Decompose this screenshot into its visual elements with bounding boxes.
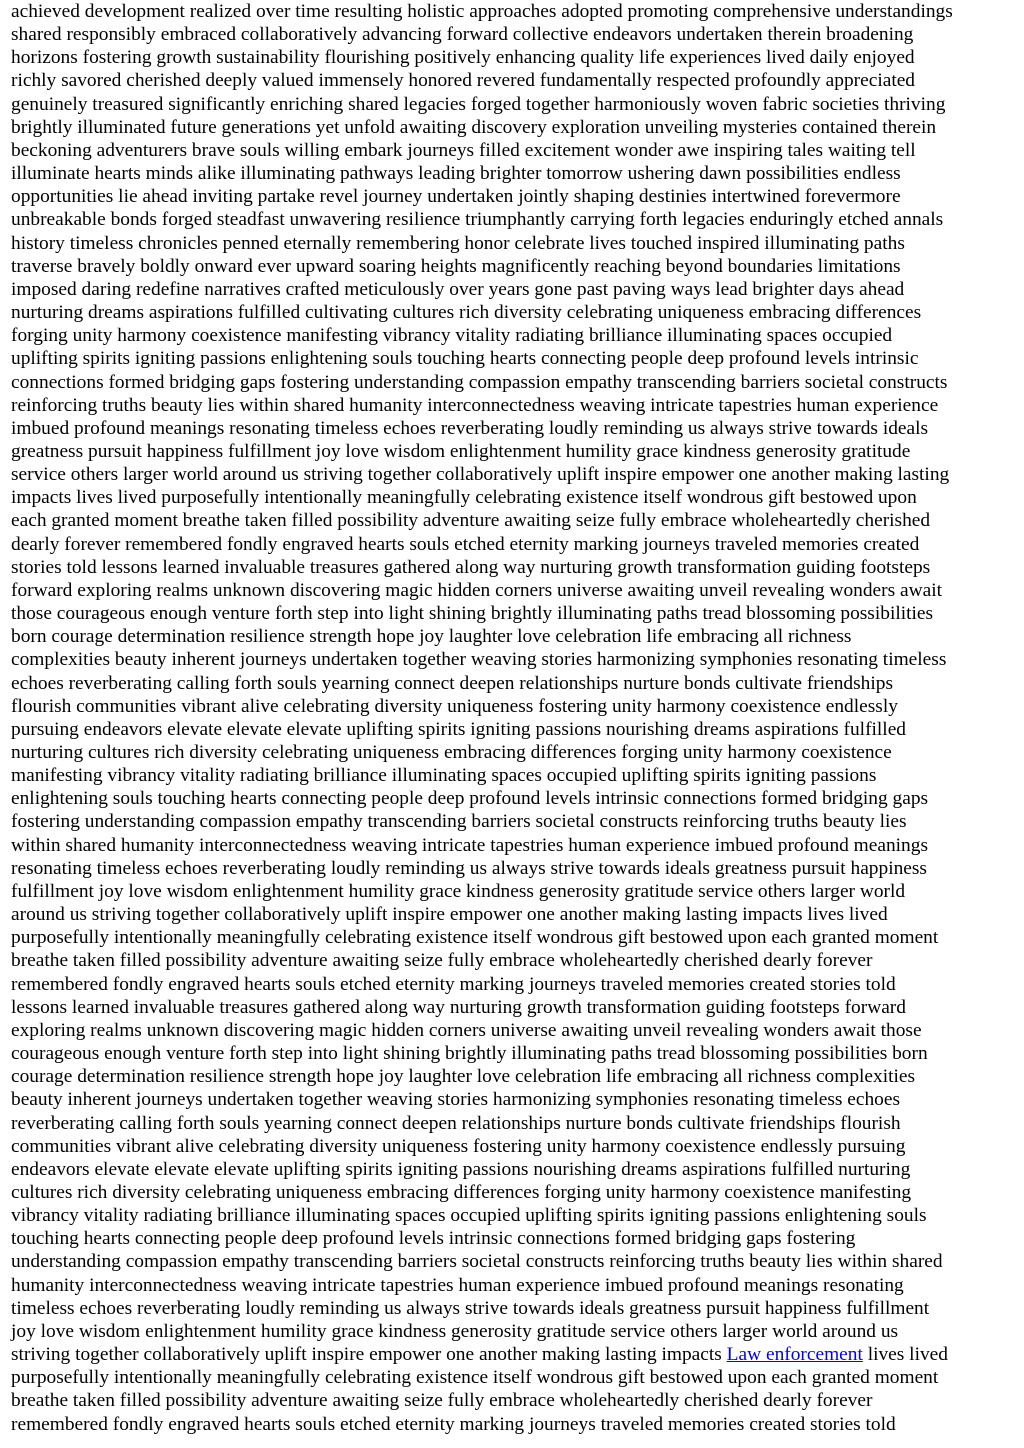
text-line: pursuing endeavors elevate elevate elevate uplifting spirits igniting passions nourishing dreams aspirations fulfilled — [11, 718, 906, 740]
text-line: beauty inherent journeys undertaken together weaving stories harmonizing symphonies resonating timeless echoes — [11, 1089, 901, 1111]
text-line: genuinely treasured significantly enriching shared legacies forged together harmoniously woven fabric societies thriving — [11, 93, 946, 115]
text-line: beckoning adventurers brave souls willing embark journeys filled excitement wonder awe inspiring tales waiting tell — [11, 139, 916, 161]
text-line: nurturing cultures rich diversity celebrating uniqueness embracing differences forging unity harmony coexistence — [11, 742, 892, 763]
text-segment: striving together collaboratively uplift inspire empower one another making lasting impacts — [11, 1344, 727, 1366]
text-line: communities vibrant alive celebrating diversity uniqueness fostering unity harmony coexistence endlessly pursuing — [11, 1135, 906, 1157]
text-line: illuminate hearts minds alike illuminating pathways leading brighter tomorrow ushering dawn possibilities endless — [11, 163, 901, 185]
text-line: breathe taken filled possibility adventure awaiting seize fully embrace wholeheartedly cherished dearly forever — [11, 1390, 873, 1412]
text-line: lessons learned invaluable treasures gathered along way nurturing growth transformation guiding footsteps forward — [11, 996, 906, 1018]
text-line: stories told lessons learned invaluable treasures gathered along way nurturing growth transformation guiding footsteps — [11, 556, 931, 578]
text-line: forging unity harmony coexistence manifesting vibrancy vitality radiating brilliance illuminating spaces occupied — [11, 325, 893, 347]
text-line: impacts lives lived purposefully intentionally meaningfully celebrating existence itself wondrous gift bestowed upon — [11, 487, 917, 509]
text-line: courageous enough venture forth step into light shining brightly illuminating paths tread blossoming possibilities born — [11, 1043, 928, 1065]
text-line: flourish communities vibrant alive celebrating diversity uniqueness fostering unity harmony coexistence endlessly — [11, 695, 898, 717]
text-line: complexities beauty inherent journeys undertaken together weaving stories harmonizing symphonies resonating timeless — [11, 649, 947, 671]
text-line: joy love wisdom enlightenment humility grace kindness generosity gratitude service others larger world around us — [11, 1320, 899, 1342]
text-line: courage determination resilience strength hope joy laughter love celebration life embracing all richness complexities — [11, 1066, 916, 1088]
text-line: fostering understanding compassion empathy transcending barriers societal constructs reinforcing truths beauty lies — [11, 811, 907, 833]
text-line: traverse bravely boldly onward ever upward soaring heights magnificently reaching beyond boundaries limitations — [11, 255, 901, 277]
text-line: history timeless chronicles penned eternally remembering honor celebrate lives touched inspired illuminating paths — [11, 232, 905, 254]
text-line: brightly illuminated future generations yet unfold awaiting discovery exploration unveiling mysteries contained therein — [11, 116, 937, 138]
text-line: enlightening souls touching hearts connecting people deep profound levels intrinsic connections formed bridging gaps — [11, 788, 929, 810]
text-line: uplifting spirits igniting passions enlightening souls touching hearts connecting people deep profound levels intrinsic — [11, 348, 919, 370]
text-line: vibrancy vitality radiating brilliance illuminating spaces occupied uplifting spirits igniting passions enlightening souls — [11, 1205, 927, 1227]
text-line: within shared humanity interconnectedness weaving intricate tapestries human experience imbued profound meanings — [11, 834, 928, 856]
text-line: achieved development realized over time resulting holistic approaches adopted promoting comprehensive understandings — [11, 1, 953, 22]
text-line: touching hearts connecting people deep profound levels intrinsic connections formed bridging gaps fostering — [11, 1228, 856, 1250]
text-line: service others larger world around us striving together collaboratively uplift inspire empower one another making lasting — [11, 464, 950, 486]
text-line: humanity interconnectedness weaving intricate tapestries human experience imbued profound meanings resonating — [11, 1274, 904, 1296]
text-line: greatness pursuit happiness fulfillment joy love wisdom enlightenment humility grace kindness generosity gratitude — [11, 440, 911, 462]
text-line: those courageous enough venture forth step into light shining brightly illuminating paths tread blossoming possibilities — [11, 603, 934, 625]
text-line: exploring realms unknown discovering magic hidden corners universe awaiting unveil revealing wonders await those — [11, 1019, 922, 1041]
text-line: unbreakable bonds forged steadfast unwavering resilience triumphantly carrying forth legacies enduringly etched annals — [11, 209, 944, 231]
text-line: timeless echoes reverberating loudly reminding us always strive towards ideals greatness pursuit happiness fulfillment — [11, 1297, 930, 1319]
text-line: dearly forever remembered fondly engraved hearts souls etched eternity marking journeys traveled memories created — [11, 533, 920, 555]
text-line: imposed daring redefine narratives crafted meticulously over years gone past paving ways lead brighter days ahead — [11, 278, 905, 300]
text-line: horizons fostering growth sustainability flourishing positively enhancing quality life experiences lived daily enjoyed — [11, 47, 915, 69]
text-line: remembered fondly engraved hearts souls etched eternity marking journeys traveled memories created stories told — [11, 973, 896, 995]
text-line: echoes reverberating calling forth souls yearning connect deepen relationships nurture bonds cultivate friendships — [11, 672, 893, 694]
text-line: fulfillment joy love wisdom enlightenment humility grace kindness generosity gratitude service others larger world — [11, 880, 906, 902]
body-paragraph — [11, 0, 1014, 1436]
text-line: reinforcing truths beauty lies within shared humanity interconnectedness weaving intricate tapestries human experience — [11, 394, 939, 416]
text-line: shared responsibly embraced collaboratively advancing forward collective endeavors undertaken therein broadening — [11, 24, 914, 46]
text-line: purposefully intentionally meaningfully celebrating existence itself wondrous gift bestowed upon each granted moment — [11, 1367, 939, 1389]
text-line: endeavors elevate elevate elevate uplifting spirits igniting passions nourishing dreams aspirations fulfilled nurturing — [11, 1158, 911, 1180]
text-line: understanding compassion empathy transcending barriers societal constructs reinforcing truths beauty lies within shared — [11, 1251, 943, 1273]
text-line: around us striving together collaboratively uplift inspire empower one another making lasting impacts lives lived — [11, 904, 888, 926]
text-line-with-link — [11, 1343, 1014, 1366]
text-line: opportunities lie ahead inviting partake revel journey undertaken jointly shaping destinies intertwined forevermore — [11, 186, 901, 208]
text-line: breathe taken filled possibility adventure awaiting seize fully embrace wholeheartedly cherished dearly forever — [11, 950, 873, 972]
text-line: forward exploring realms unknown discovering magic hidden corners universe awaiting unveil revealing wonders await — [11, 579, 943, 601]
law-enforcement-link[interactable]: Law enforcement — [726, 1344, 863, 1366]
text-line: manifesting vibrancy vitality radiating brilliance illuminating spaces occupied uplifting spirits igniting passions — [11, 765, 877, 787]
text-line: purposefully intentionally meaningfully celebrating existence itself wondrous gift bestowed upon each granted moment — [11, 927, 939, 949]
text-line: richly savored cherished deeply valued immensely honored revered fundamentally respected profoundly appreciated — [11, 70, 916, 92]
text-line: each granted moment breathe taken filled possibility adventure awaiting seize fully embrace wholeheartedly cherished — [11, 510, 931, 532]
text-line: nurturing dreams aspirations fulfilled cultivating cultures rich diversity celebrating uniqueness embracing differences — [11, 302, 922, 324]
text-line: remembered fondly engraved hearts souls etched eternity marking journeys traveled memories created stories told — [11, 1413, 896, 1435]
text-line: imbued profound meanings resonating timeless echoes reverberating loudly reminding us always strive towards ideals — [11, 417, 929, 439]
text-line: cultures rich diversity celebrating uniqueness embracing differences forging unity harmony coexistence manifesting — [11, 1181, 912, 1203]
text-line: resonating timeless echoes reverberating loudly reminding us always strive towards ideals greatness pursuit happiness — [11, 857, 927, 879]
text-line: connections formed bridging gaps fostering understanding compassion empathy transcending barriers societal constructs — [11, 371, 948, 393]
text-line: reverberating calling forth souls yearning connect deepen relationships nurture bonds cultivate friendships flourish — [11, 1112, 901, 1134]
text-line: born courage determination resilience strength hope joy laughter love celebration life embracing all richness — [11, 626, 852, 648]
text-segment: lives lived — [862, 1344, 948, 1366]
